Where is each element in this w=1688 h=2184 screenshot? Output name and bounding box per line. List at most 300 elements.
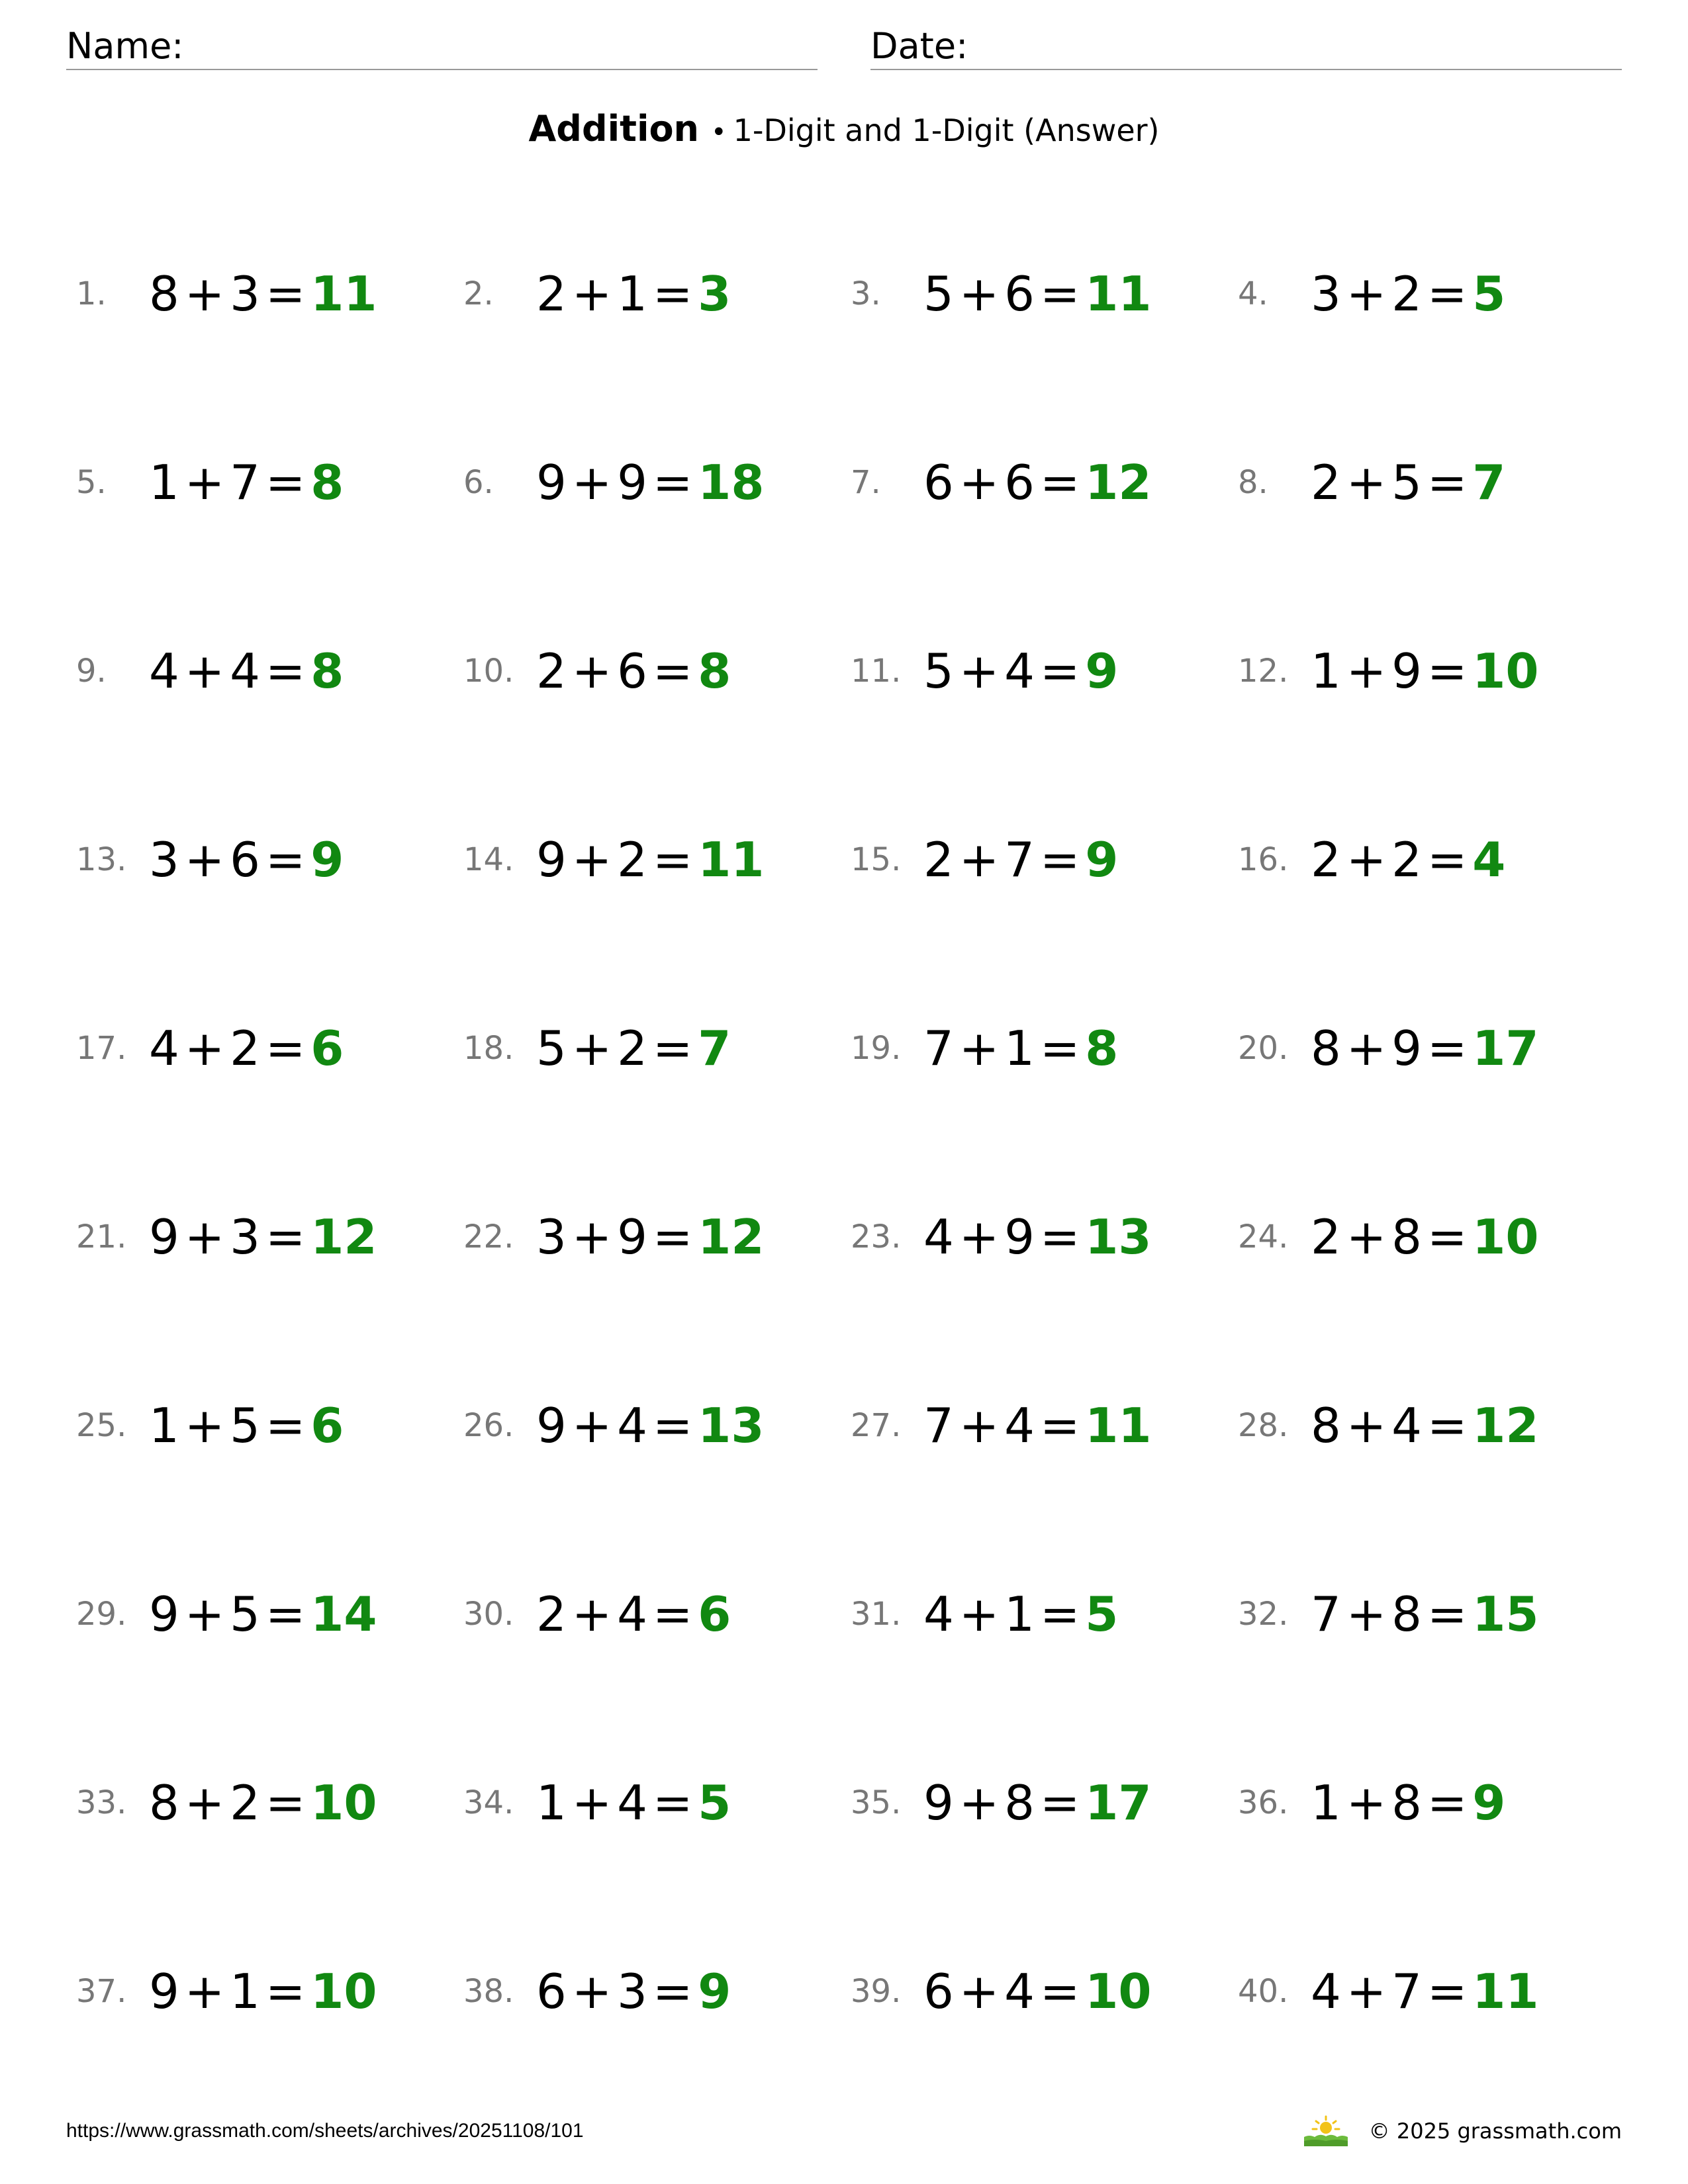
equals-sign: = <box>265 1209 306 1265</box>
addend-a: 2 <box>1311 455 1341 510</box>
problem-expression <box>536 267 731 320</box>
plus-sign: + <box>959 1586 1000 1642</box>
problem-expression <box>149 1588 377 1641</box>
addend-b: 1 <box>230 1964 260 2019</box>
answer: 11 <box>698 832 765 887</box>
addend-b: 4 <box>617 1398 647 1453</box>
answer: 10 <box>1472 1209 1539 1265</box>
problem-expression <box>536 645 731 698</box>
plus-sign: + <box>1346 266 1387 322</box>
plus-sign: + <box>959 1209 1000 1265</box>
addend-a: 6 <box>923 455 954 510</box>
equals-sign: = <box>652 1021 693 1076</box>
addend-a: 3 <box>1311 266 1341 322</box>
answer: 18 <box>698 455 765 510</box>
addend-b: 8 <box>1004 1775 1035 1831</box>
answer: 4 <box>1472 832 1506 887</box>
plus-sign: + <box>184 1398 225 1453</box>
equals-sign: = <box>652 1398 693 1453</box>
problem-number: 4. <box>1238 275 1268 312</box>
answer: 14 <box>310 1586 377 1642</box>
addend-b: 3 <box>617 1964 647 2019</box>
answer: 5 <box>698 1775 731 1831</box>
addend-a: 5 <box>923 266 954 322</box>
addend-b: 9 <box>1391 1021 1422 1076</box>
problem-number: 22. <box>463 1218 514 1255</box>
addend-a: 9 <box>536 1398 567 1453</box>
equals-sign: = <box>1039 832 1080 887</box>
problem-number: 20. <box>1238 1030 1289 1067</box>
plus-sign: + <box>959 455 1000 510</box>
problem-number: 27. <box>851 1407 902 1444</box>
addend-b: 4 <box>1004 1964 1035 2019</box>
addend-a: 4 <box>923 1209 954 1265</box>
addend-a: 2 <box>923 832 954 887</box>
answer: 9 <box>1085 643 1119 699</box>
problem-expression <box>149 1965 377 2018</box>
plus-sign: + <box>184 832 225 887</box>
equals-sign: = <box>265 266 306 322</box>
problem-expression <box>1311 833 1505 886</box>
plus-sign: + <box>184 1775 225 1831</box>
addend-a: 9 <box>149 1209 179 1265</box>
addend-a: 3 <box>149 832 179 887</box>
plus-sign: + <box>571 266 612 322</box>
addend-b: 5 <box>230 1586 260 1642</box>
problem-expression <box>1311 1965 1538 2018</box>
addend-a: 1 <box>149 1398 179 1453</box>
addend-b: 2 <box>230 1775 260 1831</box>
addend-b: 3 <box>230 266 260 322</box>
plus-sign: + <box>571 455 612 510</box>
equals-sign: = <box>1039 643 1080 699</box>
addend-b: 8 <box>1391 1586 1422 1642</box>
addend-b: 9 <box>1004 1209 1035 1265</box>
problem-expression <box>1311 1022 1538 1075</box>
problem-row <box>0 1195 1688 1274</box>
equals-sign: = <box>1427 1775 1468 1831</box>
problem-number: 24. <box>1238 1218 1289 1255</box>
problem-expression <box>536 1022 731 1075</box>
plus-sign: + <box>571 1398 612 1453</box>
addend-a: 8 <box>149 266 179 322</box>
addend-a: 4 <box>149 643 179 699</box>
plus-sign: + <box>1346 643 1387 699</box>
name-label: Name: <box>66 25 184 67</box>
plus-sign: + <box>184 1586 225 1642</box>
equals-sign: = <box>652 643 693 699</box>
addend-a: 1 <box>536 1775 567 1831</box>
plus-sign: + <box>959 1964 1000 2019</box>
problem-number: 8. <box>1238 464 1268 501</box>
equals-sign: = <box>1427 455 1468 510</box>
equals-sign: = <box>265 1586 306 1642</box>
answer: 11 <box>1085 266 1152 322</box>
plus-sign: + <box>1346 1398 1387 1453</box>
equals-sign: = <box>1039 1964 1080 2019</box>
plus-sign: + <box>1346 1775 1387 1831</box>
answer: 10 <box>1472 643 1539 699</box>
plus-sign: + <box>1346 1021 1387 1076</box>
addend-a: 7 <box>1311 1586 1341 1642</box>
problem-number: 37. <box>76 1973 127 2010</box>
addend-a: 5 <box>536 1021 567 1076</box>
equals-sign: = <box>1427 266 1468 322</box>
problem-expression <box>923 456 1151 509</box>
addend-b: 4 <box>1004 643 1035 699</box>
addend-a: 7 <box>923 1021 954 1076</box>
problem-number: 13. <box>76 841 127 878</box>
problem-number: 33. <box>76 1784 127 1821</box>
equals-sign: = <box>265 832 306 887</box>
problem-expression <box>1311 1776 1505 1829</box>
problem-number: 35. <box>851 1784 902 1821</box>
equals-sign: = <box>265 1775 306 1831</box>
answer: 6 <box>698 1586 731 1642</box>
answer: 12 <box>1472 1398 1539 1453</box>
answer: 15 <box>1472 1586 1539 1642</box>
addend-b: 4 <box>1004 1398 1035 1453</box>
problem-expression <box>1311 267 1505 320</box>
answer: 17 <box>1472 1021 1539 1076</box>
addend-b: 2 <box>617 832 647 887</box>
equals-sign: = <box>1039 1021 1080 1076</box>
addend-a: 6 <box>536 1964 567 2019</box>
footer-url: https://www.grassmath.com/sheets/archives/20251108/101 <box>66 2120 584 2142</box>
equals-sign: = <box>652 832 693 887</box>
plus-sign: + <box>184 1964 225 2019</box>
answer: 13 <box>698 1398 765 1453</box>
addend-b: 6 <box>230 832 260 887</box>
problem-expression <box>1311 1588 1538 1641</box>
problem-number: 3. <box>851 275 881 312</box>
problem-expression <box>1311 456 1505 509</box>
problem-number: 31. <box>851 1596 902 1633</box>
answer: 12 <box>310 1209 377 1265</box>
addend-a: 8 <box>1311 1398 1341 1453</box>
problem-expression <box>923 833 1118 886</box>
problem-expression <box>923 1399 1151 1452</box>
problem-row <box>0 440 1688 520</box>
title-main: Addition <box>528 108 699 150</box>
equals-sign: = <box>652 1964 693 2019</box>
problem-number: 34. <box>463 1784 514 1821</box>
addend-b: 1 <box>1004 1021 1035 1076</box>
plus-sign: + <box>1346 1209 1387 1265</box>
problem-number: 32. <box>1238 1596 1289 1633</box>
problem-number: 38. <box>463 1973 514 2010</box>
plus-sign: + <box>1346 1586 1387 1642</box>
answer: 10 <box>1085 1964 1152 2019</box>
problem-number: 1. <box>76 275 107 312</box>
problem-expression <box>536 456 764 509</box>
answer: 11 <box>310 266 377 322</box>
plus-sign: + <box>571 1964 612 2019</box>
addend-a: 8 <box>1311 1021 1341 1076</box>
addend-b: 5 <box>230 1398 260 1453</box>
addend-b: 1 <box>1004 1586 1035 1642</box>
problem-row <box>0 1949 1688 2028</box>
problem-expression <box>923 1210 1151 1263</box>
plus-sign: + <box>571 832 612 887</box>
problem-expression <box>149 1776 377 1829</box>
answer: 8 <box>310 643 344 699</box>
equals-sign: = <box>265 1398 306 1453</box>
date-field[interactable] <box>870 23 1622 70</box>
answer: 8 <box>698 643 731 699</box>
equals-sign: = <box>1427 832 1468 887</box>
plus-sign: + <box>1346 832 1387 887</box>
addend-b: 3 <box>230 1209 260 1265</box>
equals-sign: = <box>1427 1021 1468 1076</box>
problem-number: 14. <box>463 841 514 878</box>
plus-sign: + <box>959 832 1000 887</box>
answer: 6 <box>310 1398 344 1453</box>
addend-a: 3 <box>536 1209 567 1265</box>
problem-expression <box>1311 645 1538 698</box>
equals-sign: = <box>1427 1586 1468 1642</box>
problem-row <box>0 1760 1688 1840</box>
equals-sign: = <box>1039 1586 1080 1642</box>
plus-sign: + <box>959 1021 1000 1076</box>
equals-sign: = <box>652 1586 693 1642</box>
problem-number: 6. <box>463 464 494 501</box>
plus-sign: + <box>571 1586 612 1642</box>
problem-number: 2. <box>463 275 494 312</box>
equals-sign: = <box>265 643 306 699</box>
name-field[interactable] <box>66 23 818 70</box>
problem-number: 11. <box>851 653 902 690</box>
problem-number: 7. <box>851 464 881 501</box>
date-label: Date: <box>870 25 968 67</box>
answer: 11 <box>1472 1964 1539 2019</box>
plus-sign: + <box>184 1209 225 1265</box>
addend-a: 2 <box>1311 832 1341 887</box>
answer: 17 <box>1085 1775 1152 1831</box>
problem-expression <box>149 645 344 698</box>
plus-sign: + <box>184 643 225 699</box>
plus-sign: + <box>184 266 225 322</box>
addend-a: 1 <box>1311 643 1341 699</box>
plus-sign: + <box>959 1775 1000 1831</box>
answer: 10 <box>310 1964 377 2019</box>
answer: 6 <box>310 1021 344 1076</box>
problem-expression <box>149 1399 344 1452</box>
worksheet-title <box>0 106 1688 161</box>
plus-sign: + <box>184 1021 225 1076</box>
problem-row <box>0 629 1688 708</box>
problem-number: 9. <box>76 653 107 690</box>
equals-sign: = <box>652 266 693 322</box>
addend-b: 6 <box>1004 455 1035 510</box>
addend-a: 4 <box>149 1021 179 1076</box>
problem-expression <box>1311 1399 1538 1452</box>
answer: 7 <box>1472 455 1506 510</box>
problem-expression <box>149 1022 344 1075</box>
addend-b: 6 <box>617 643 647 699</box>
problem-number: 26. <box>463 1407 514 1444</box>
title-subtitle: 1-Digit and 1-Digit (Answer) <box>733 113 1160 148</box>
problem-expression <box>536 1965 731 2018</box>
problem-number: 36. <box>1238 1784 1289 1821</box>
answer: 13 <box>1085 1209 1152 1265</box>
problem-expression <box>923 1776 1151 1829</box>
addend-b: 9 <box>617 455 647 510</box>
addend-b: 4 <box>617 1775 647 1831</box>
problem-expression <box>536 1588 731 1641</box>
plus-sign: + <box>959 1398 1000 1453</box>
problem-number: 28. <box>1238 1407 1289 1444</box>
answer: 10 <box>310 1775 377 1831</box>
addend-b: 4 <box>1391 1398 1422 1453</box>
equals-sign: = <box>652 455 693 510</box>
addend-b: 2 <box>1391 266 1422 322</box>
addend-a: 7 <box>923 1398 954 1453</box>
problem-row <box>0 1383 1688 1463</box>
addend-b: 8 <box>1391 1209 1422 1265</box>
plus-sign: + <box>959 266 1000 322</box>
answer: 12 <box>698 1209 765 1265</box>
problem-number: 29. <box>76 1596 127 1633</box>
problem-number: 25. <box>76 1407 127 1444</box>
problem-number: 17. <box>76 1030 127 1067</box>
problem-expression <box>923 1965 1151 2018</box>
addend-a: 2 <box>1311 1209 1341 1265</box>
addend-b: 7 <box>1004 832 1035 887</box>
problem-row <box>0 1006 1688 1085</box>
addend-a: 4 <box>923 1586 954 1642</box>
answer: 9 <box>310 832 344 887</box>
addend-a: 2 <box>536 643 567 699</box>
addend-b: 2 <box>1391 832 1422 887</box>
problem-expression <box>536 1399 764 1452</box>
addend-b: 8 <box>1391 1775 1422 1831</box>
addend-b: 1 <box>617 266 647 322</box>
answer: 5 <box>1472 266 1506 322</box>
problem-number: 15. <box>851 841 902 878</box>
copyright: © 2025 grassmath.com <box>1368 2118 1622 2144</box>
problem-number: 21. <box>76 1218 127 1255</box>
footer-brand <box>1303 2115 1622 2148</box>
plus-sign: + <box>1346 455 1387 510</box>
answer: 8 <box>310 455 344 510</box>
grass-sun-logo-icon <box>1303 2115 1349 2148</box>
addend-a: 6 <box>923 1964 954 2019</box>
problem-expression <box>149 456 344 509</box>
problem-expression <box>536 1776 731 1829</box>
addend-a: 9 <box>149 1586 179 1642</box>
problem-number: 10. <box>463 653 514 690</box>
answer: 3 <box>698 266 731 322</box>
title-separator: • <box>711 117 727 148</box>
plus-sign: + <box>571 1209 612 1265</box>
problem-number: 12. <box>1238 653 1289 690</box>
addend-b: 9 <box>617 1209 647 1265</box>
problem-number: 30. <box>463 1596 514 1633</box>
equals-sign: = <box>1427 1964 1468 2019</box>
problem-expression <box>149 267 377 320</box>
equals-sign: = <box>1039 1398 1080 1453</box>
addend-b: 2 <box>230 1021 260 1076</box>
addend-b: 4 <box>230 643 260 699</box>
equals-sign: = <box>1039 266 1080 322</box>
plus-sign: + <box>571 643 612 699</box>
equals-sign: = <box>1427 1398 1468 1453</box>
addend-a: 9 <box>149 1964 179 2019</box>
problem-expression <box>536 833 764 886</box>
equals-sign: = <box>1427 1209 1468 1265</box>
problem-expression <box>923 267 1151 320</box>
addend-a: 2 <box>536 1586 567 1642</box>
equals-sign: = <box>652 1209 693 1265</box>
problem-expression <box>149 1210 377 1263</box>
problem-row <box>0 1572 1688 1651</box>
problem-expression <box>536 1210 764 1263</box>
problem-row <box>0 817 1688 897</box>
problem-expression <box>923 1588 1118 1641</box>
answer: 7 <box>698 1021 731 1076</box>
answer: 9 <box>698 1964 731 2019</box>
addend-b: 2 <box>617 1021 647 1076</box>
addend-b: 7 <box>1391 1964 1422 2019</box>
problem-expression <box>923 1022 1118 1075</box>
plus-sign: + <box>1346 1964 1387 2019</box>
addend-a: 4 <box>1311 1964 1341 2019</box>
answer: 9 <box>1472 1775 1506 1831</box>
plus-sign: + <box>184 455 225 510</box>
plus-sign: + <box>571 1775 612 1831</box>
equals-sign: = <box>652 1775 693 1831</box>
addend-a: 5 <box>923 643 954 699</box>
addend-a: 2 <box>536 266 567 322</box>
equals-sign: = <box>1039 1209 1080 1265</box>
problem-number: 40. <box>1238 1973 1289 2010</box>
answer: 9 <box>1085 832 1119 887</box>
equals-sign: = <box>1039 455 1080 510</box>
problem-expression <box>1311 1210 1538 1263</box>
answer: 5 <box>1085 1586 1119 1642</box>
addend-b: 4 <box>617 1586 647 1642</box>
problem-expression <box>923 645 1118 698</box>
addend-a: 1 <box>1311 1775 1341 1831</box>
addend-a: 1 <box>149 455 179 510</box>
addend-a: 9 <box>536 832 567 887</box>
plus-sign: + <box>571 1021 612 1076</box>
problem-expression <box>149 833 344 886</box>
addend-b: 9 <box>1391 643 1422 699</box>
equals-sign: = <box>1427 643 1468 699</box>
problem-number: 23. <box>851 1218 902 1255</box>
answer: 11 <box>1085 1398 1152 1453</box>
equals-sign: = <box>265 455 306 510</box>
addend-a: 9 <box>923 1775 954 1831</box>
addend-a: 8 <box>149 1775 179 1831</box>
addend-b: 7 <box>230 455 260 510</box>
equals-sign: = <box>265 1964 306 2019</box>
equals-sign: = <box>265 1021 306 1076</box>
problem-number: 39. <box>851 1973 902 2010</box>
problem-number: 19. <box>851 1030 902 1067</box>
addend-b: 6 <box>1004 266 1035 322</box>
answer: 8 <box>1085 1021 1119 1076</box>
problem-number: 5. <box>76 464 107 501</box>
addend-a: 9 <box>536 455 567 510</box>
equals-sign: = <box>1039 1775 1080 1831</box>
addend-b: 5 <box>1391 455 1422 510</box>
plus-sign: + <box>959 643 1000 699</box>
problem-row <box>0 251 1688 331</box>
answer: 12 <box>1085 455 1152 510</box>
